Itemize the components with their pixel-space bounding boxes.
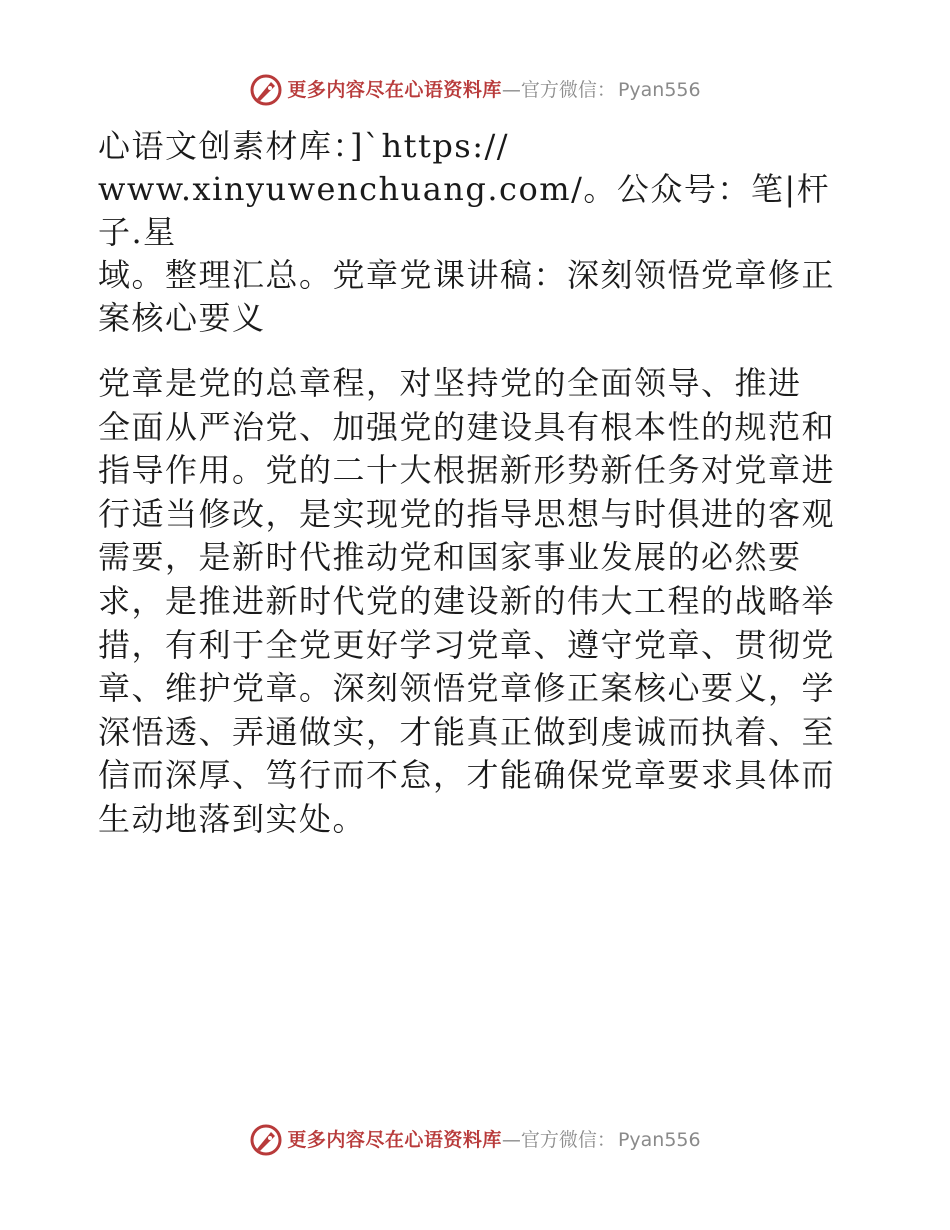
pen-nib-circle-icon: [249, 1123, 283, 1157]
body-line: 生动地落到实处。: [98, 799, 367, 838]
banner-dash: —: [501, 1129, 521, 1151]
wechat-id: Pyan556: [617, 79, 701, 101]
body-line: 章、维护党章。深刻领悟党章修正案核心要义，学: [98, 669, 836, 708]
body-line: 行适当修改，是实现党的指导思想与时俱进的客观: [98, 494, 836, 533]
pen-nib-circle-icon: [249, 73, 283, 107]
intro-line: www.xinyuwenchuang.com/。公众号：笔|杆子.星: [98, 170, 831, 251]
intro-paragraph: [98, 125, 858, 340]
footer-banner: [0, 1120, 950, 1160]
body-line: 指导作用。党的二十大根据新形势新任务对党章进: [98, 451, 836, 490]
body-line: 信而深厚、笃行而不怠，才能确保党章要求具体而: [98, 756, 836, 795]
header-banner: [0, 70, 950, 110]
body-line: 党章是党的总章程，对坚持党的全面领导、推进: [98, 364, 802, 402]
wechat-label: 官方微信：: [520, 1129, 616, 1151]
document-body: [98, 125, 858, 842]
banner-dash: —: [501, 79, 521, 101]
intro-line: 案核心要义: [98, 299, 266, 337]
intro-line: 域。整理汇总。党章党课讲稿：深刻领悟党章修正: [98, 256, 836, 294]
body-line: 措，有利于全党更好学习党章、遵守党章、贯彻党: [98, 625, 836, 664]
wechat-label: 官方微信：: [520, 79, 616, 101]
promo-text: 更多内容尽在心语资料库: [287, 79, 502, 101]
body-line: 需要，是新时代推动党和国家事业发展的必然要: [98, 538, 802, 577]
intro-line: 心语文创素材库：]`https://: [98, 127, 510, 165]
body-line: 深悟透、弄通做实，才能真正做到虔诚而执着、至: [98, 712, 836, 751]
body-line: 全面从严治党、加强党的建设具有根本性的规范和: [98, 407, 836, 446]
body-paragraph: [98, 362, 858, 842]
wechat-id: Pyan556: [617, 1129, 701, 1151]
promo-text: 更多内容尽在心语资料库: [287, 1129, 502, 1151]
body-line: 求，是推进新时代党的建设新的伟大工程的战略举: [98, 581, 836, 620]
